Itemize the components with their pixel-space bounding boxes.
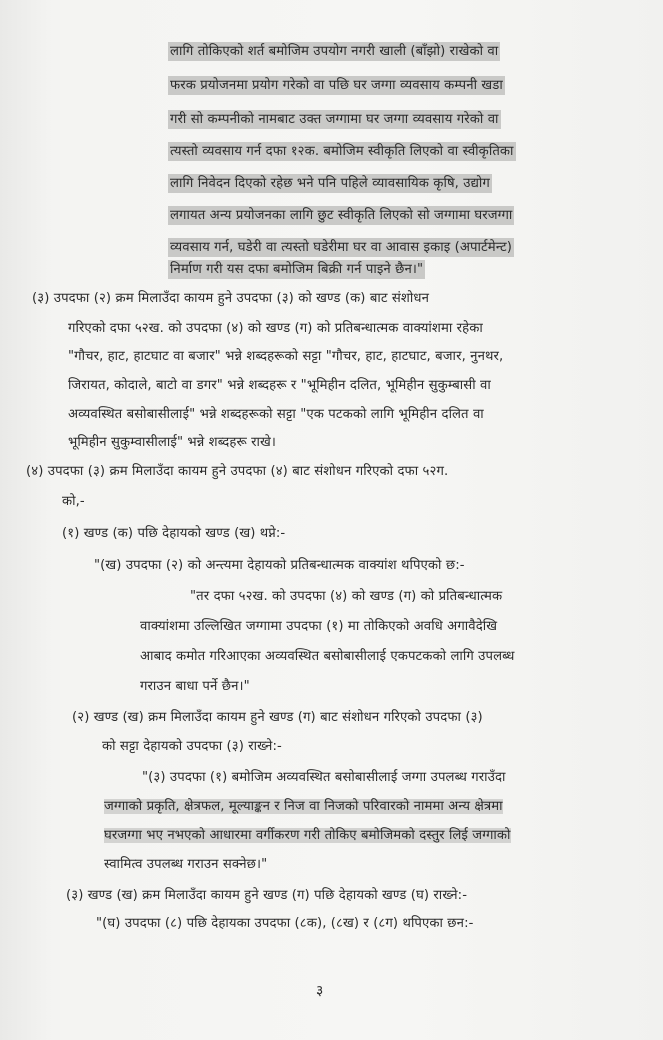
text-line-5: लागि निवेदन दिएको रहेछ भने पनि पहिले व्यावसायिक कृषि, उद्योग <box>170 176 490 191</box>
text-line-20: वाक्यांशमा उल्लिखित जग्गामा उपदफा (१) मा तोकिएको अवधि अगावैदेखि <box>140 619 498 634</box>
text-line-6: लगायत अन्य प्रयोजनका लागि छुट स्वीकृति लिएको सो जग्गामा घरजग्गा <box>170 208 513 223</box>
text-line-29: (३) खण्ड (ख) क्रम मिलाउँदा कायम हुने खण्ड (ग) पछि देहायको खण्ड (घ) राख्ने:- <box>66 888 468 903</box>
text-line-7: व्यवसाय गर्न, घडेरी वा त्यस्तो घडेरीमा घर वा आवास इकाइ (अपार्टमेन्ट) <box>170 240 512 255</box>
text-line-28: स्वामित्व उपलब्ध गराउन सक्नेछ।" <box>104 857 268 872</box>
text-line-4: त्यस्तो व्यवसाय गर्न दफा १२क. बमोजिम स्वीकृति लिएको वा स्वीकृतिका <box>170 144 514 159</box>
page-number: ३ <box>316 983 324 999</box>
text-line-14: भूमिहीन सुकुम्वासीलाई" भन्ने शब्दहरू राखे। <box>68 435 276 450</box>
text-line-9: (३) उपदफा (२) क्रम मिलाउँदा कायम हुने उपदफा (३) को खण्ड (क) बाट संशोधन <box>32 291 430 306</box>
text-line-17: (१) खण्ड (क) पछि देहायको खण्ड (ख) थप्ने:- <box>62 526 286 541</box>
text-line-3: गरी सो कम्पनीको नामबाट उक्त जग्गामा घर जग्गा व्यवसाय गरेको वा <box>170 112 499 127</box>
text-line-23: (२) खण्ड (ख) क्रम मिलाउँदा कायम हुने खण्ड (ग) बाट संशोधन गरिएको उपदफा (३) <box>72 710 483 725</box>
text-line-26: जग्गाको प्रकृति, क्षेत्रफल, मूल्याङ्कन र निज वा निजको परिवारको नाममा अन्य क्षेत्रमा <box>104 799 503 814</box>
text-line-27: घरजग्गा भए नभएको आधारमा वर्गीकरण गरी तोकिए बमोजिमको दस्तुर लिई जग्गाको <box>104 828 511 843</box>
text-line-25: "(३) उपदफा (१) बमोजिम अव्यवस्थित बसोबासीलाई जग्गा उपलब्ध गराउँदा <box>142 770 506 785</box>
text-line-1: लागि तोकिएको शर्त बमोजिम उपयोग नगरी खाली (बाँझो) राखेको वा <box>170 44 499 59</box>
text-line-30: "(घ) उपदफा (८) पछि देहायका उपदफा (८क), (८ख) र (८ग) थपिएका छन:- <box>96 916 474 931</box>
text-line-19: "तर दफा ५२ख. को उपदफा (४) को खण्ड (ग) को प्रतिबन्धात्मक <box>190 589 503 604</box>
text-line-18: "(ख) उपदफा (२) को अन्त्यमा देहायको प्रतिबन्धात्मक वाक्यांश थपिएको छ:- <box>94 558 465 573</box>
text-line-13: अव्यवस्थित बसोबासीलाई" भन्ने शब्दहरूको सट्टा "एक पटकको लागि भूमिहीन दलित वा <box>68 407 484 422</box>
text-line-10: गरिएको दफा ५२ख. को उपदफा (४) को खण्ड (ग) को प्रतिबन्धात्मक वाक्यांशमा रहेका <box>68 321 483 336</box>
text-line-24: को सट्टा देहायको उपदफा (३) राख्ने:- <box>102 739 282 754</box>
text-line-12: जिरायत, कोदाले, बाटो वा डगर" भन्ने शब्दहरू र "भूमिहीन दलित, भूमिहीन सुकुम्बासी वा <box>68 378 491 393</box>
text-line-11: "गौचर, हाट, हाटघाट वा बजार" भन्ने शब्दहरूको सट्टा "गौचर, हाट, हाटघाट, बजार, नुनथर, <box>68 349 504 364</box>
text-line-21: आबाद कमोत गरिआएका अव्यवस्थित बसोबासीलाई एकपटकको लागि उपलब्ध <box>140 649 515 664</box>
text-line-8: निर्माण गरी यस दफा बमोजिम बिक्री गर्न पाइने छैन।" <box>170 262 424 277</box>
text-line-16: को,- <box>62 494 85 509</box>
text-line-2: फरक प्रयोजनमा प्रयोग गरेको वा पछि घर जग्गा व्यवसाय कम्पनी खडा <box>170 78 503 93</box>
text-line-22: गराउन बाधा पर्ने छैन।" <box>140 679 250 694</box>
text-line-15: (४) उपदफा (३) क्रम मिलाउँदा कायम हुने उपदफा (४) बाट संशोधन गरिएको दफा ५२ग. <box>26 464 449 479</box>
